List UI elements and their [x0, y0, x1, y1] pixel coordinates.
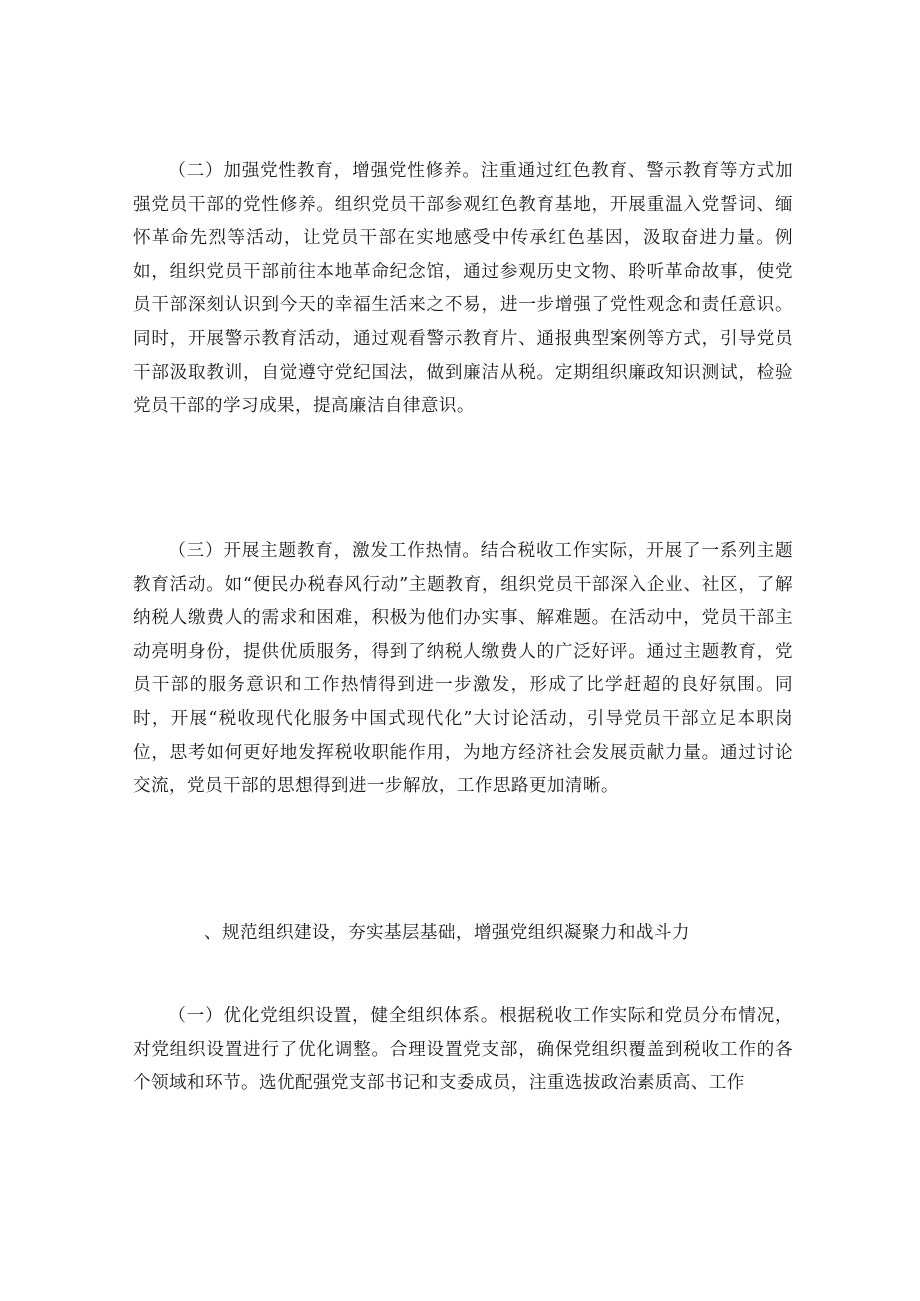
paragraph-party-education: （二）加强党性教育，增强党性修养。注重通过红色教育、警示教育等方式加强党员干部的党性修养。组织党员干部参观红色教育基地，开展重温入党誓词、缅怀革命先烈等活动，让党员干部在实地感受中传承红色基因，汲取奋进力量。例如，组织党员干部前往本地革命纪念馆，通过参观历史文物、聆听革命故事，使党员干部深刻认识到今天的幸福生活来之不易，进一步增强了党性观念和责任意识。同时，开展警示教育活动，通过观看警示教育片、通报典型案例等方式，引导党员干部汲取教训，自觉遵守党纪国法，做到廉洁从税。定期组织廉政知识测试，检验党员干部的学习成果，提高廉洁自律意识。	[133, 161, 793, 417]
paragraph-organization-setup: （一）优化党组织设置，健全组织体系。根据税收工作实际和党员分布情况，对党组织设置进行了优化调整。合理设置党支部，确保党组织覆盖到税收工作的各个领域和环节。选优配强党支部书记和支委成员，注重选拔政治素质高、工作	[133, 1006, 793, 1094]
section-heading: 、规范组织建设，夯实基层基础，增强党组织凝聚力和战斗力	[204, 923, 690, 943]
paragraph-theme-education: （三）开展主题教育，激发工作热情。结合税收工作实际，开展了一系列主题教育活动。如“便民办税春风行动”主题教育，组织党员干部深入企业、社区，了解纳税人缴费人的需求和困难，积极为他们办实事、解难题。在活动中，党员干部主动亮明身份，提供优质服务，得到了纳税人缴费人的广泛好评。通过主题教育，党员干部的服务意识和工作热情得到进一步激发，形成了比学赶超的良好氛围。同时，开展“税收现代化服务中国式现代化”大讨论活动，引导党员干部立足本职岗位，思考如何更好地发挥税收职能作用，为地方经济社会发展贡献力量。通过讨论交流，党员干部的思想得到进一步解放，工作思路更加清晰。	[133, 541, 793, 797]
